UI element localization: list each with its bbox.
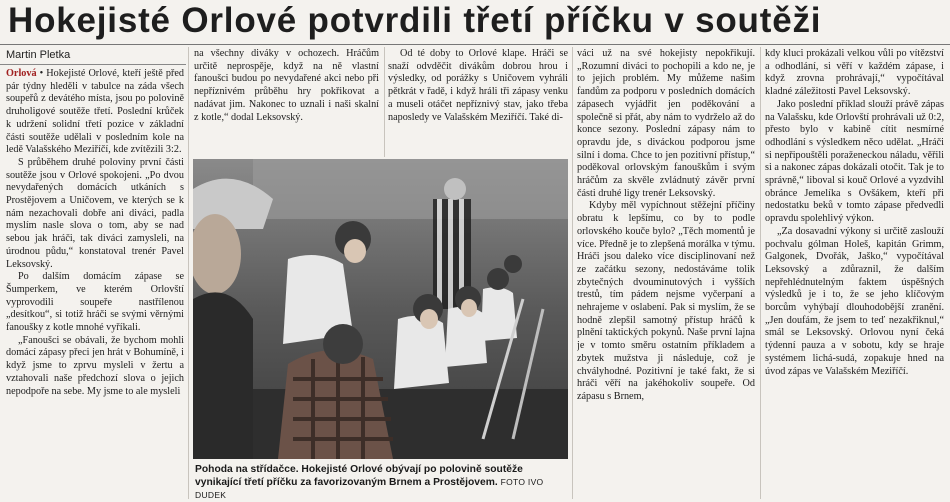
paragraph: S průběhem druhé poloviny první části soutěže jsou v Orlové spokojeni. „Po dvou nevydařených domácích utkáních s Prostějovem a Uničovem, ve kterých se k nám nezachovali dobře ani diváci, padla myslím nasle slova o tom, aby se nad sebou jak hráči, tak diváci zamysleli, na úrodnou půdu,“ konstatoval trenér Pavel Leksovský.: [6, 156, 184, 270]
caption-text: Pohoda na střídačce. Hokejisté Orlové obývají po polovině soutěže vynikající třetí příčku za favorizovaným Brnem a Prostějovem.: [195, 464, 523, 488]
photo-caption: [195, 463, 567, 502]
headline: Hokejisté Orlové potvrdili třetí příčku v soutěži: [8, 1, 822, 40]
author-byline: Martin Pletka: [6, 49, 71, 61]
paragraph: Jako poslední příklad slouží právě zápas na Valašsku, kde Orlovští prohrávali už 0:2, přesto bylo v kabině cítit nesmírné odhodlání s výsledkem něco udělat. „Hráči si nepřipouštěli poraženeckou náladu, věřili si a nakonec zápas dokázali otočit. Tak je to správně,“ liboval si kouč Orlové a vyzdvihl obránce Jemelíka s Ovšákem, kteří při nedostatku beků v tomto zápase předvedli opravdu spolehlivý výkon.: [765, 98, 944, 225]
photo-credit: FOTO IVO DUDEK: [195, 477, 544, 500]
column-divider: [384, 47, 385, 157]
hockey-bench-photo: [193, 159, 568, 459]
article-column-4: [577, 48, 755, 498]
paragraph: váci už na své hokejisty nepokřikují. „Rozumní diváci to pochopili a kdo ne, je to jejich problém. My můžeme našim fandům za podporu v posledních domácích zápasech vyjádřit jen poděkování a společně si přát, aby nám to vydrželo až do konce sezony. Poslední zápasy nám to opravdu jde, s diváckou podporou jsme silní i doma. Chce to jen pozitivní přístup,“ poděkoval orlovským fanouškům i svým hráčům za skvěle zvládnutý závěr první části druhé ligy trenér Leksovský.: [577, 48, 755, 199]
article-column-1: [6, 68, 184, 498]
paragraph: Po dalším domácím zápase se Šumperkem, ve kterém Orlovští vyprovodili soupeře nastřílenou „desítkou“, si totiž hráči se svými věrnými fanoušky z kotle mnohé vyříkali.: [6, 271, 184, 334]
paragraph: na všechny diváky v ochozech. Hráčům určitě neprospěje, když na ně vlastní fanoušci budou po nevydařené akci nebo při nepříznivém průběhu hry pokřikovat a nadávat jim. Nakonec to uznali i naši skalní z kotle,“ dodal Leksovský.: [194, 48, 379, 123]
article-column-2: [194, 48, 379, 156]
dateline: Orlová: [6, 68, 37, 79]
paragraph: [6, 68, 184, 157]
column-divider: [760, 47, 761, 499]
column-divider: [188, 47, 189, 499]
paragraph-text: • Hokejisté Orlové, kteří ještě před pár týdny hleděli v tabulce na záda všech soupeřů z devátého místa, jsou po polovině druholigové soutěže třetí. Poslední krůček k udržení solidní třetí pozice v základní části soutěže udělali v posledním kole na ledě Valašského Meziříčí, kde zvítězili 3:2.: [6, 68, 184, 156]
paragraph: kdy kluci prokázali velkou vůli po vítězství a odhodlání, si věří v každém zápase, i když zrovna prohrávají,“ vypočítával kladné záležitosti Pavel Leksovský.: [765, 48, 944, 98]
paragraph: Od té doby to Orlové klape. Hráči se snaží odvděčit divákům dobrou hrou i výsledky, od porážky s Uničovem vyhráli pětkrát v řadě, i když hráli tři zápasy venku a museli otáčet nepříznivý stav, jako třeba naposledy ve Valašském Meziříčí. Také di-: [388, 48, 568, 123]
paragraph: „Za dosavadní výkony si určitě zaslouží pochvalu gólman Holeš, kapitán Grimm, Galgonek, Dvořák, Jaško,“ vypočítával Leksovský a zdůraznil, že dalším nepřehlédnutelným faktem úspěšných výsledků je i to, že se jeho klíčovým borcům vyhýbají dlouhodobější zranění. „Jen doufám, že jsem to teď nezakřiknul,“ smál se Leksovský. Orlovou nyní čeká týdenní pauza a v sobotu, kdy se hraje systémem lichá-sudá, zopakuje hned na úvod zápas ve Valašském Meziříčí.: [765, 225, 944, 377]
byline-rule: [0, 64, 186, 65]
column-divider: [572, 47, 573, 499]
paragraph: „Fanoušci se obávali, že bychom mohli domácí zápasy přeci jen hrát v Bohumíně, i když jsme to zprvu mysleli v žertu a vztahovali naše předchozí slova o jejich nepodpoře na sebe. My jsme to ale mysleli: [6, 334, 184, 397]
headline-rule: [0, 44, 950, 45]
article-column-5: [765, 48, 944, 498]
photo-illustration: [193, 159, 568, 459]
article-column-3: [388, 48, 568, 156]
paragraph: Kdyby měl vypíchnout stěžejní příčiny obratu k lepšímu, co by to podle orlovského kouče bylo? „Těch momentů je více. Předně je to zlepšená morálka v týmu. Hráči jsou daleko více disciplinovaní než ze začátku sezony, nedostáváme tolik zbytečných dvouminutových i vyšších trestů, tím pádem nejsme vyčerpaní a nehrajeme v oslabení. Pak si myslím, že se hodně zlepšil samotný přístup hráčů k plnění taktických pokynů. Naše první lajna je v tomto směru ostatním příkladem a zbytek mužstva ji následuje, což je chvályhodné. Pozitivní je také fakt, že si hráči věří na jakéhokoliv soupeře. Od zápasu s Brnem,: [577, 200, 755, 402]
